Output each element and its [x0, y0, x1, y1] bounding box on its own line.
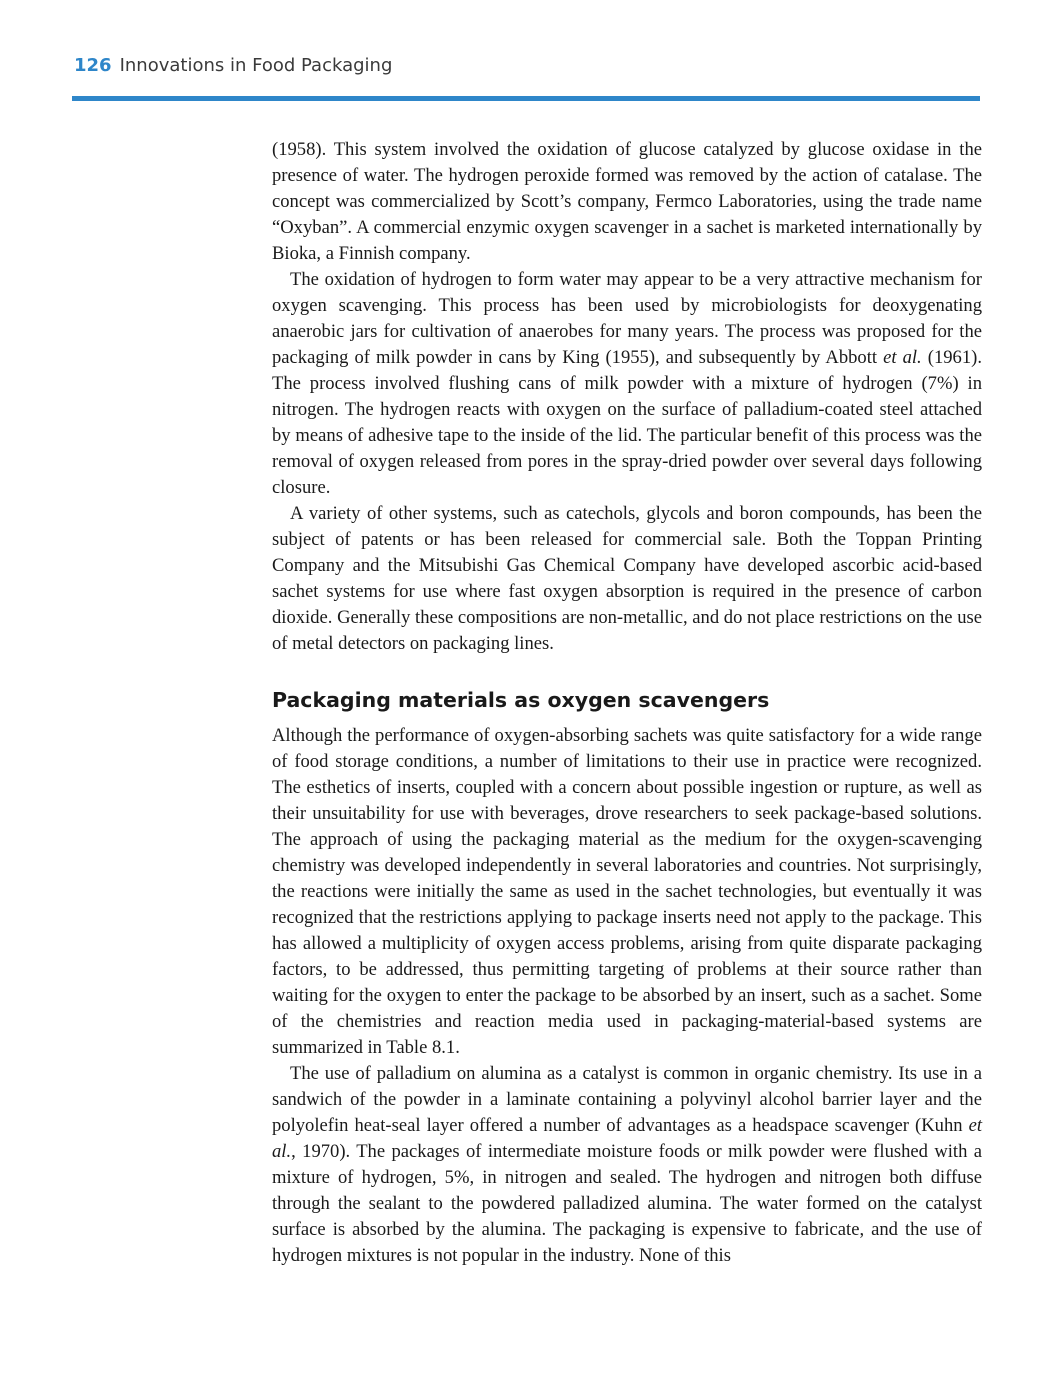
paragraph-3: A variety of other systems, such as catechols, glycols and boron compounds, has been the subject of patents or has been released for commercial sale. Both the Toppan Printing Company and the Mitsubishi Gas Chemical Company have developed ascorbic acid-based sachet systems for use where fast oxygen absorption is required in the presence of carbon dioxide. Generally these compositions are non-metallic, and do not place restrictions on the use of metal detectors on packaging lines. [272, 503, 982, 654]
paragraph-5 [272, 1061, 982, 1269]
paragraph-1: (1958). This system involved the oxidation of glucose catalyzed by glucose oxidase in the presence of water. The hydrogen peroxide formed was removed by the action of catalase. The concept was commercialized by Scott’s company, Fermco Laboratories, using the trade name “Oxyban”. A commercial enzymic oxygen scavenger in a sachet is marketed internationally by Bioka, a Finnish company. [272, 139, 982, 264]
header-rule [72, 96, 980, 101]
page-number: 126 [74, 55, 112, 76]
paragraph-5-part-b: , 1970). The packages of intermediate moisture foods or milk powder were flushed with a mixture of hydrogen, 5%, in nitrogen and sealed. The hydrogen and nitrogen both diffuse through the sealant to the powdered palladized alumina. The water formed on the catalyst surface is absorbed by the alumina. The packaging is expensive to fabricate, and the use of hydrogen mixtures is not popular in the industry. None of this [272, 1141, 982, 1266]
body-text [272, 137, 982, 1269]
citation-et-al: et al. [883, 347, 922, 368]
paragraph-2-part-b: (1961). The process involved flushing cans of milk powder with a mixture of hydrogen (7%) in nitrogen. The hydrogen reacts with oxygen on the surface of palladium-coated steel attached by means of adhesive tape to the inside of the lid. The particular benefit of this process was the removal of oxygen released from pores in the spray-dried powder over several days following closure. [272, 347, 982, 498]
paragraph-4: Although the performance of oxygen-absorbing sachets was quite satisfactory for a wide range of food storage conditions, a number of limitations to their use in practice were recognized. The esthetics of inserts, coupled with a concern about possible ingestion or rupture, as well as their unsuitability for use with beverages, drove researchers to seek package-based solutions. The approach of using the packaging material as the medium for the oxygen-scavenging chemistry was developed independently in several laboratories and countries. Not surprisingly, the reactions were initially the same as used in the sachet technologies, but eventually it was recognized that the restrictions applying to package inserts need not apply to the package. This has allowed a multiplicity of oxygen access problems, arising from quite disparate packaging factors, to be addressed, thus permitting targeting of problems at their source rather than waiting for the oxygen to enter the package to be absorbed by an insert, such as a sachet. Some of the chemistries and reaction media used in packaging-material-based systems are summarized in Table 8.1. [272, 725, 982, 1058]
book-title: Innovations in Food Packaging [119, 55, 393, 76]
paragraph-2 [272, 267, 982, 501]
running-head [74, 55, 392, 79]
paragraph-5-part-a: The use of palladium on alumina as a catalyst is common in organic chemistry. Its use in a sandwich of the powder in a laminate containing a polyvinyl alcohol barrier layer and the polyolefin heat-seal layer offered a number of advantages as a headspace scavenger (Kuhn [272, 1063, 982, 1136]
section-heading: Packaging materials as oxygen scavengers [272, 688, 770, 712]
paragraph-2-part-a: The oxidation of hydrogen to form water may appear to be a very attractive mechanism for oxygen scavenging. This process has been used by microbiologists for deoxygenating anaerobic jars for cultivation of anaerobes for many years. The process was proposed for the packaging of milk powder in cans by King (1955), and subsequently by Abbott [272, 269, 982, 368]
citation-et-al: et al. [272, 1115, 982, 1162]
